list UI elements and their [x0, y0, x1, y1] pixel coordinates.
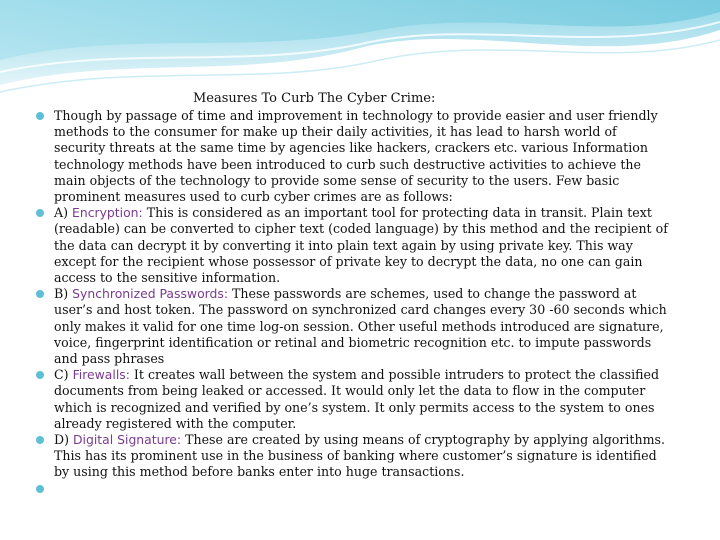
- bullet-icon: [36, 290, 44, 298]
- list-item: [36, 286, 668, 367]
- intro-text: Though by passage of time and improvement in technology to provide easier and user friendly methods to the consumer for make up their daily activities, it has lead to harsh world of security threats at the same time by agencies like hackers, crackers etc. various Information technology methods have been introduced to curb such destructive activities to achieve the main objects of the technology to provide some sense of security to the users. Few basic prominent measures used to curb cyber crimes are as follows:: [54, 108, 658, 205]
- item-text: It creates wall between the system and possible intruders to protect the classified documents from being leaked or accessed. It would only let the data to flow in the computer which is recognized and verified by one’s system. It only permits access to the system to ones already registered with the computer.: [54, 367, 660, 431]
- item-text: These passwords are schemes, used to change the password at user’s and host token. The password on synchronized card changes every 30 -60 seconds which only makes it valid for one time log-on session. Other useful methods introduced are signature, voice, fingerprint identification or retinal and biometric recognition etc. to impute passwords and pass phrases: [54, 286, 667, 367]
- item-prefix: A): [54, 205, 73, 221]
- item-text: These are created by using means of cryptography by applying algorithms. This has its prominent use in the business of banking where customer’s signature is identified by using this method before banks enter into huge transactions.: [54, 432, 665, 480]
- bullet-icon: [36, 112, 44, 120]
- bullet-icon: [36, 371, 44, 379]
- term-firewalls: Firewalls:: [72, 367, 130, 383]
- term-encryption: Encryption:: [72, 205, 143, 221]
- item-prefix: D): [54, 432, 74, 448]
- term-synchronized-passwords: Synchronized Passwords:: [72, 286, 229, 302]
- term-digital-signature: Digital Signature:: [73, 432, 182, 448]
- bullet-icon: [36, 436, 44, 444]
- list-item: [36, 367, 668, 432]
- item-prefix: B): [54, 286, 73, 302]
- empty-list-item: [36, 481, 668, 499]
- bullet-list: [36, 108, 668, 499]
- list-item: [36, 205, 668, 286]
- list-item: [36, 108, 668, 205]
- item-text: This is considered as an important tool for protecting data in transit. Plain text (readable) can be converted to cipher text (coded language) by this method and the recipient of the data can decrypt it by converting it into plain text again by using private key. This way except for the recipient whose possessor of private key to decrypt the data, no one can gain access to the sensitive information.: [54, 205, 668, 286]
- item-prefix: C): [54, 367, 73, 383]
- bullet-icon: [36, 485, 44, 493]
- list-item: [36, 432, 668, 481]
- slide-title: Measures To Curb The Cyber Crime:: [193, 91, 436, 106]
- bullet-icon: [36, 209, 44, 217]
